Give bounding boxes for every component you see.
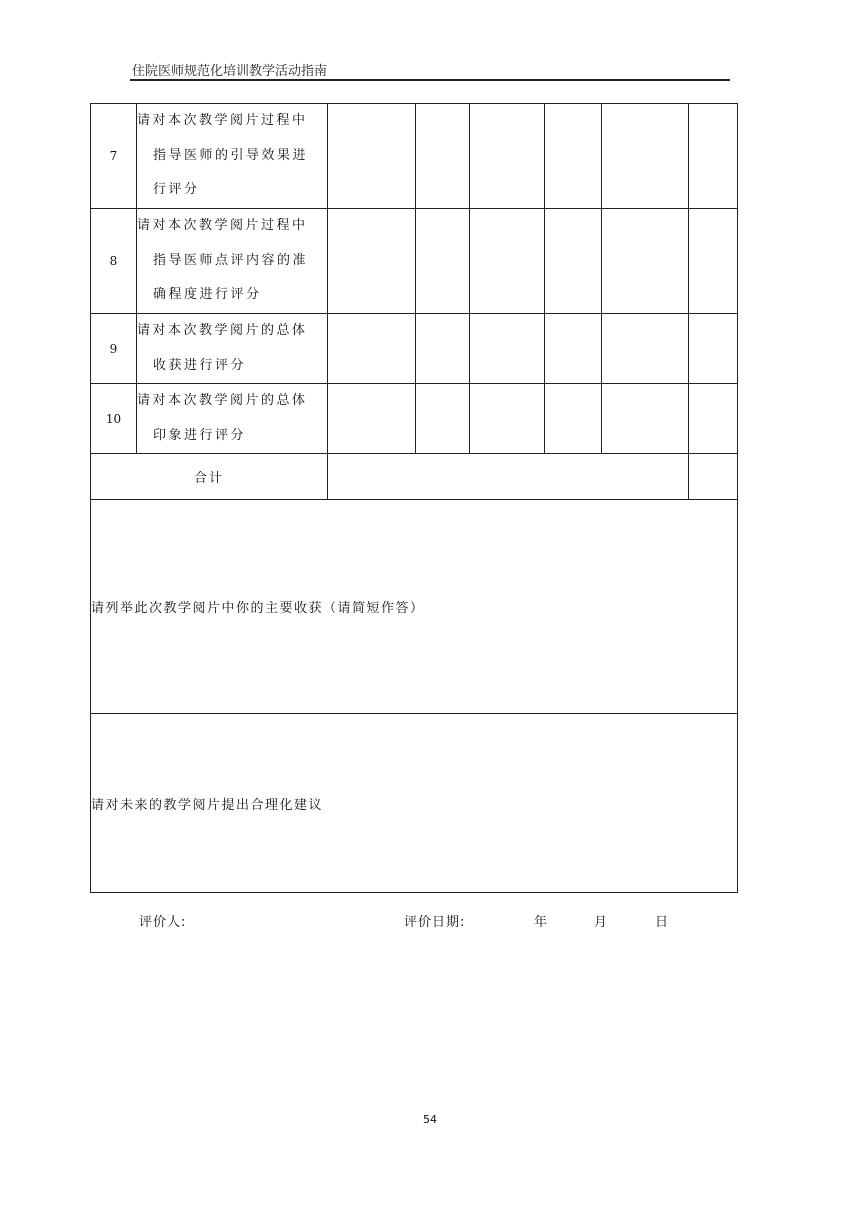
table-row xyxy=(91,384,738,454)
gains-prompt: 请列举此次教学阅片中你的主要收获（请简短作答） xyxy=(91,601,425,616)
table-row xyxy=(91,209,738,314)
score-cell[interactable] xyxy=(328,104,416,209)
gains-row xyxy=(91,500,738,714)
score-cell[interactable] xyxy=(602,104,689,209)
evaluation-item: 请对本次教学阅片过程中 指导医师点评内容的准 确程度进行评分 xyxy=(137,209,328,314)
score-cell[interactable] xyxy=(328,384,416,454)
evaluation-item: 请对本次教学阅片过程中 指导医师的引导效果进 行评分 xyxy=(137,104,328,209)
score-cell[interactable] xyxy=(416,104,470,209)
score-cell[interactable] xyxy=(545,384,602,454)
suggestions-row xyxy=(91,714,738,893)
table-row xyxy=(91,314,738,384)
total-extra-cell[interactable] xyxy=(689,454,738,500)
total-label: 合计 xyxy=(91,454,328,500)
score-cell[interactable] xyxy=(689,314,738,384)
score-cell[interactable] xyxy=(602,209,689,314)
score-cell[interactable] xyxy=(545,104,602,209)
score-cell[interactable] xyxy=(602,314,689,384)
evaluator-label: 评价人: xyxy=(139,915,187,930)
score-cell[interactable] xyxy=(545,314,602,384)
date-label: 评价日期: xyxy=(404,915,466,930)
running-header: 住院医师规范化培训教学活动指南 xyxy=(132,64,328,79)
total-score-cell[interactable] xyxy=(328,454,689,500)
row-number: 8 xyxy=(91,209,137,314)
score-cell[interactable] xyxy=(416,384,470,454)
table-row xyxy=(91,104,738,209)
score-cell[interactable] xyxy=(470,384,545,454)
row-number: 9 xyxy=(91,314,137,384)
score-cell[interactable] xyxy=(689,209,738,314)
score-cell[interactable] xyxy=(416,209,470,314)
score-cell[interactable] xyxy=(328,209,416,314)
gains-answer-area[interactable] xyxy=(91,500,738,714)
evaluation-item: 请对本次教学阅片的总体 印象进行评分 xyxy=(137,384,328,454)
score-cell[interactable] xyxy=(470,314,545,384)
score-cell[interactable] xyxy=(545,209,602,314)
score-cell[interactable] xyxy=(416,314,470,384)
year-label: 年 xyxy=(534,915,549,930)
evaluation-item: 请对本次教学阅片的总体 收获进行评分 xyxy=(137,314,328,384)
score-cell[interactable] xyxy=(689,104,738,209)
score-cell[interactable] xyxy=(470,209,545,314)
row-number: 10 xyxy=(91,384,137,454)
suggestions-answer-area[interactable] xyxy=(91,714,738,893)
page-number: 54 xyxy=(423,1113,437,1126)
row-number: 7 xyxy=(91,104,137,209)
score-cell[interactable] xyxy=(470,104,545,209)
score-cell[interactable] xyxy=(328,314,416,384)
day-label: 日 xyxy=(655,915,670,930)
total-row xyxy=(91,454,738,500)
month-label: 月 xyxy=(594,915,609,930)
evaluation-table xyxy=(90,103,738,893)
score-cell[interactable] xyxy=(602,384,689,454)
header-rule xyxy=(130,79,730,81)
suggestions-prompt: 请对未来的教学阅片提出合理化建议 xyxy=(91,797,324,813)
score-cell[interactable] xyxy=(689,384,738,454)
